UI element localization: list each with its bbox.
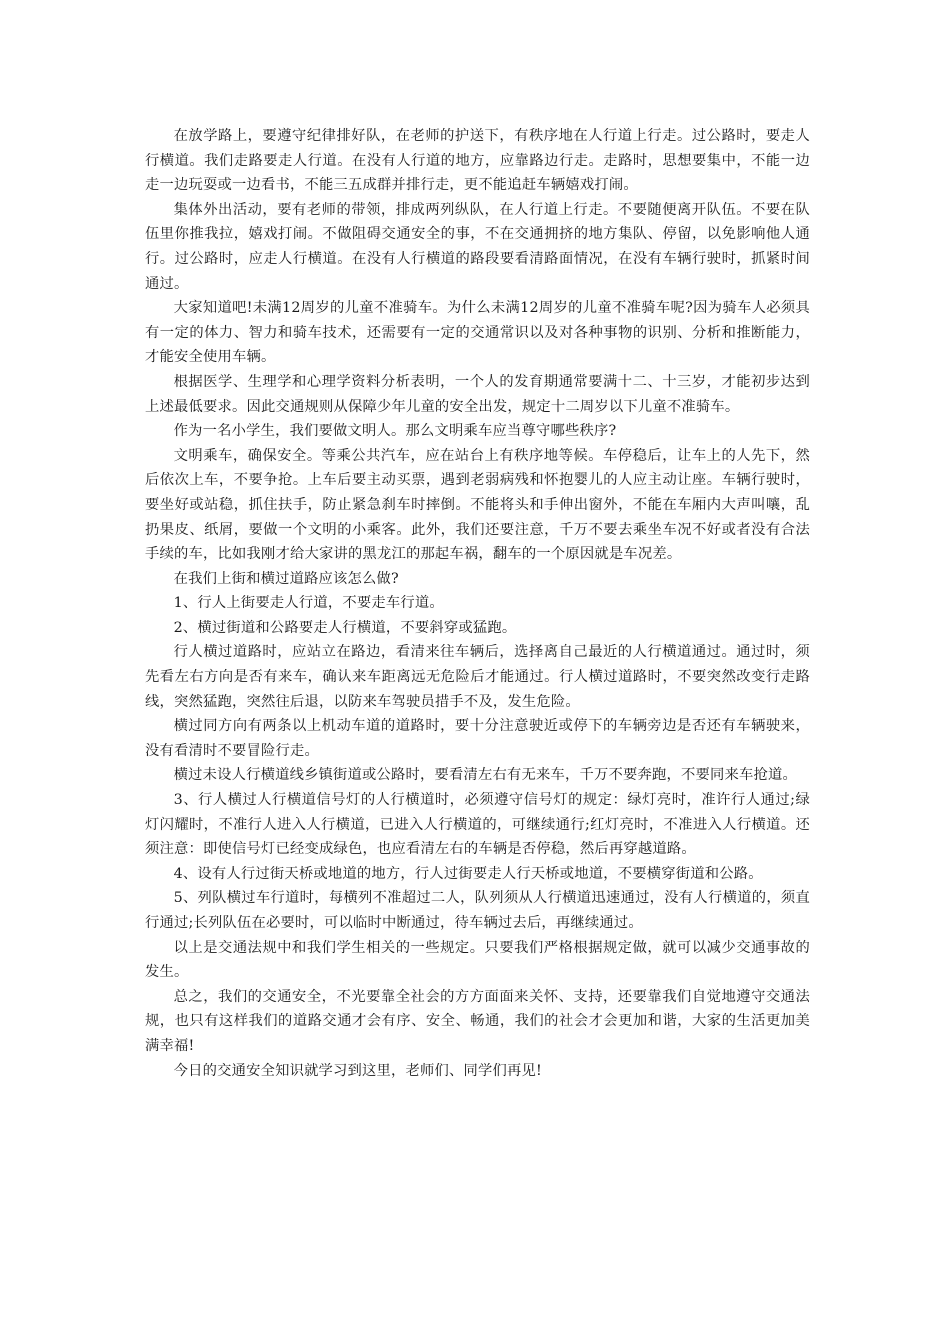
paragraph: 在放学路上，要遵守纪律排好队，在老师的护送下，有秩序地在人行道上行走。过公路时，要走人行横道。我们走路要走人行道。在没有人行道的地方，应靠路边行走。走路时，思想要集中，不能一边走一边玩耍或一边看书，不能三五成群并排行走，更不能追赶车辆嬉戏打闹。 — [145, 128, 810, 194]
paragraph: 在我们上街和横过道路应该怎么做? — [173, 570, 399, 587]
paragraph: 总之，我们的交通安全，不光要靠全社会的方方面面来关怀、支持，还要靠我们自觉地遵守交通法规，也只有这样我们的道路交通才会有序、安全、畅通，我们的社会才会更加和谐，大家的生活更加美满幸福! — [145, 988, 810, 1054]
paragraph: 文明乘车，确保安全。等乘公共汽车，应在站台上有秩序地等候。车停稳后，让车上的人先下，然后依次上车，不要争抢。上车后要主动买票，遇到老弱病残和怀抱婴儿的人应主动让座。车辆行驶时，要坐好或站稳，抓住扶手，防止紧急刹车时摔倒。不能将头和手伸出窗外，不能在车厢内大声叫嚷，乱扔果皮、纸屑，要做一个文明的小乘客。此外，我们还要注意，千万不要去乘坐车况不好或者没有合法手续的车，比如我刚才给大家讲的黑龙江的那起车祸，翻车的一个原因就是车况差。 — [145, 447, 810, 563]
closing-paragraph: 今日的交通安全知识就学习到这里，老师们、同学们再见! — [173, 1062, 542, 1079]
paragraph: 根据医学、生理学和心理学资料分析表明，一个人的发育期通常要满十二、十三岁，才能初步达到上述最低要求。因此交通规则从保障少年儿童的安全出发，规定十二周岁以下儿童不准骑车。 — [145, 373, 810, 415]
document-body — [145, 124, 810, 1083]
list-item: 1、行人上街要走人行道，不要走车行道。 — [173, 595, 444, 612]
paragraph: 集体外出活动，要有老师的带领，排成两列纵队，在人行道上行走。不要随便离开队伍。不要在队伍里你推我拉，嬉戏打闹。不做阻碍交通安全的事，不在交通拥挤的地方集队、停留，以免影响他人通行。过公路时，应走人行横道。在没有人行横道的路段要看清路面情况，在没有车辆行驶时，抓紧时间通过。 — [145, 201, 810, 292]
list-item: 5、列队横过车行道时，每横列不准超过二人，队列须从人行横道迅速通过，没有人行横道的，须直行通过;长列队伍在必要时，可以临时中断通过，待车辆过去后，再继续通过。 — [145, 890, 810, 931]
list-item: 2、横过街道和公路要走人行横道，不要斜穿或猛跑。 — [173, 619, 517, 636]
paragraph: 以上是交通法规中和我们学生相关的一些规定。只要我们严格根据规定做，就可以减少交通事故的发生。 — [145, 939, 810, 981]
paragraph: 横过同方向有两条以上机动车道的道路时，要十分注意驶近或停下的车辆旁边是否还有车辆驶来，没有看清时不要冒险行走。 — [145, 718, 810, 759]
paragraph: 行人横过道路时，应站立在路边，看清来往车辆后，选择离自己最近的人行横道通过。通过时，须先看左右方向是否有来车，确认来车距离远无危险后才能通过。行人横过道路时，不要突然改变行走路线，突然猛跑，突然往后退，以防来车驾驶员措手不及，发生危险。 — [145, 644, 810, 710]
list-item: 3、行人横过人行横道信号灯的人行横道时，必须遵守信号灯的规定：绿灯亮时，准许行人通过;绿灯闪耀时，不准行人进入人行横道，已进入人行横道的，可继续通行;红灯亮时，不准进入人行横道。还须注意：即使信号灯已经变成绿色，也应看清左右的车辆是否停稳，然后再穿越道路。 — [145, 792, 810, 858]
paragraph: 作为一名小学生，我们要做文明人。那么文明乘车应当尊守哪些秩序? — [173, 423, 617, 440]
list-item: 4、设有人行过街天桥或地道的地方，行人过街要走人行天桥或地道，不要横穿街道和公路。 — [173, 865, 763, 882]
paragraph: 横过未设人行横道线乡镇街道或公路时，要看清左右有无来车，千万不要奔跑，不要同来车抢道。 — [173, 767, 797, 784]
paragraph: 大家知道吧!未满12周岁的儿童不准骑车。为什么未满12周岁的儿童不准骑车呢?因为骑车人必须具有一定的体力、智力和骑车技术，还需要有一定的交通常识以及对各种事物的识别、分析和推断能力，才能安全使用车辆。 — [145, 300, 810, 366]
